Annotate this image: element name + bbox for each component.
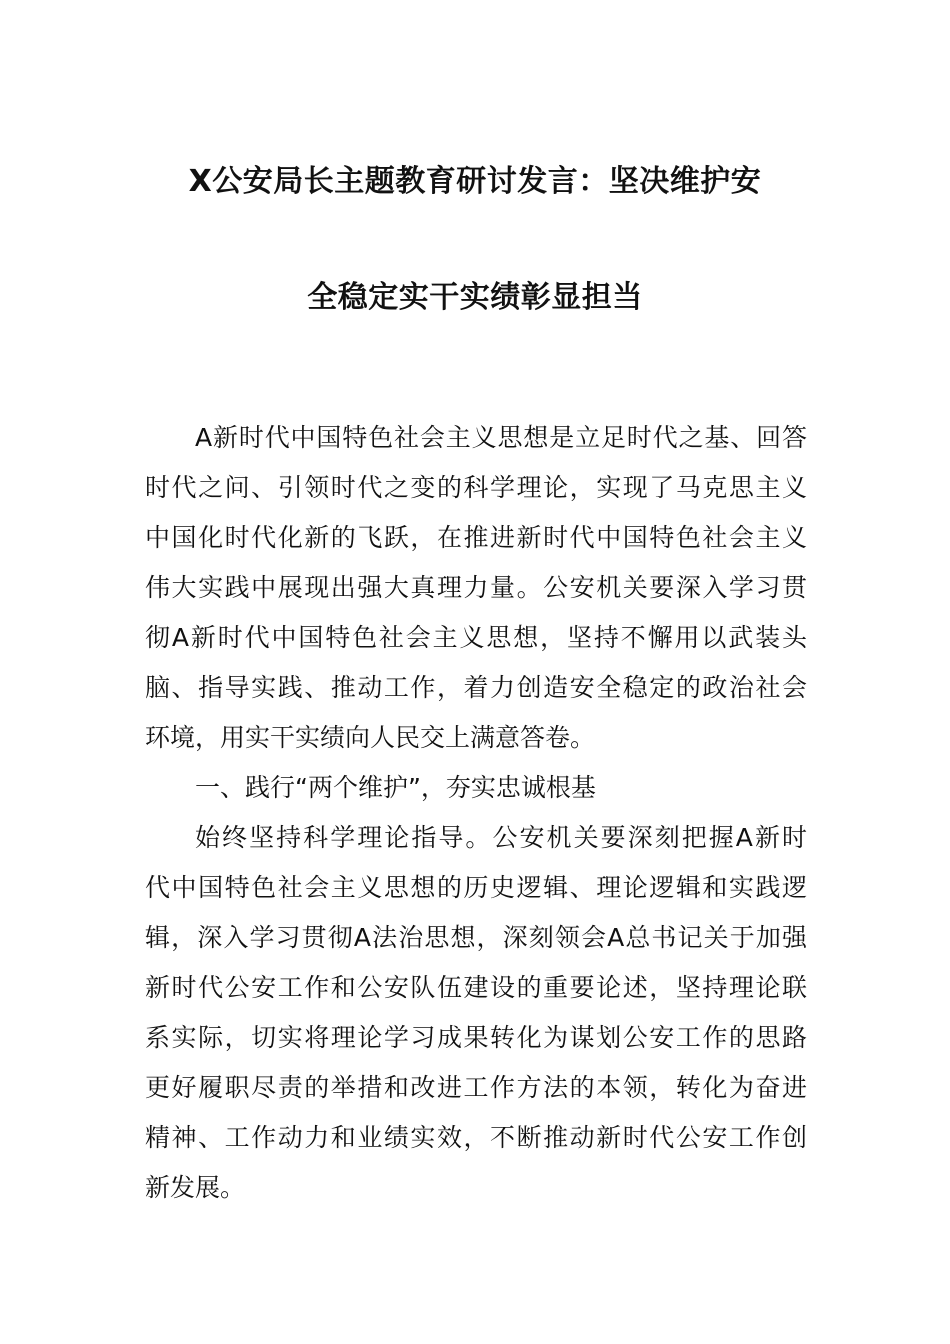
paragraph-line: 新时代公安工作和公安队伍建设的重要论述，坚持理论联	[145, 973, 807, 1002]
paragraph-line: 中国化时代化新的飞跃，在推进新时代中国特色社会主义	[145, 523, 807, 552]
paragraph-line: 时代之问、引领时代之变的科学理论，实现了马克思主义	[145, 473, 807, 502]
paragraph-line: A新时代中国特色社会主义思想是立足时代之基、回答	[195, 423, 807, 452]
paragraph-line: 新发展。	[145, 1173, 246, 1202]
section-heading: 一、践行“两个维护”，夯实忠诚根基	[195, 773, 596, 802]
paragraph-line: 代中国特色社会主义思想的历史逻辑、理论逻辑和实践逻	[145, 873, 807, 902]
paragraph-line: 辑，深入学习贯彻A法治思想，深刻领会A总书记关于加强	[145, 923, 807, 952]
document-body	[145, 413, 807, 1213]
paragraph-line: 精神、工作动力和业绩实效，不断推动新时代公安工作创	[145, 1123, 807, 1152]
paragraph-line: 脑、指导实践、推动工作，着力创造安全稳定的政治社会	[145, 673, 807, 702]
paragraph-line: 彻A新时代中国特色社会主义思想，坚持不懈用以武装头	[145, 623, 807, 652]
paragraph-line: 系实际，切实将理论学习成果转化为谋划公安工作的思路	[145, 1023, 807, 1052]
paragraph-line: 环境，用实干实绩向人民交上满意答卷。	[145, 723, 596, 752]
document-title-line-1: X公安局长主题教育研讨发言：坚决维护安	[188, 164, 762, 199]
paragraph-line: 始终坚持科学理论指导。公安机关要深刻把握A新时	[195, 823, 807, 852]
paragraph-line: 更好履职尽责的举措和改进工作方法的本领，转化为奋进	[145, 1073, 807, 1102]
paragraph-line: 伟大实践中展现出强大真理力量。公安机关要深入学习贯	[145, 573, 807, 602]
document-title-line-2: 全稳定实干实绩彰显担当	[307, 280, 643, 315]
